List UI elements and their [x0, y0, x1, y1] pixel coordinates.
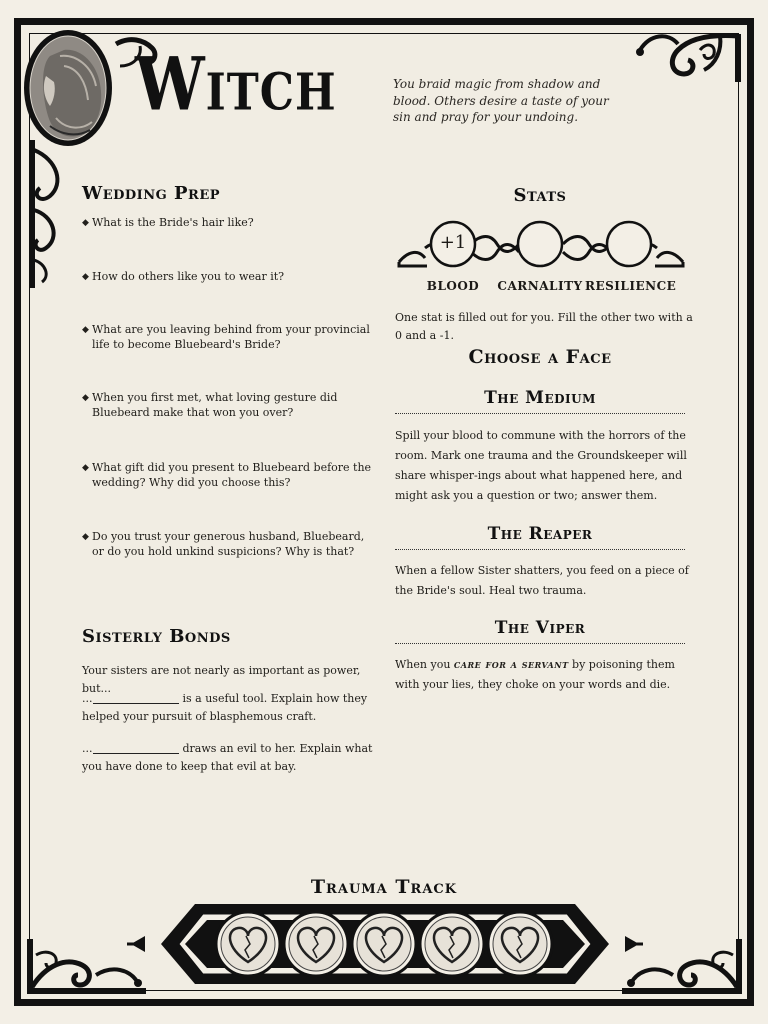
wedding-question: ◆ How do others like you to wear it?	[82, 270, 285, 283]
diamond-bullet-icon: ◆	[82, 393, 89, 403]
face-reaper-text: When a fellow Sister shatters, you feed on a piece of the Bride's soul. Heal two trauma.	[395, 564, 689, 597]
sisterly-bond-2: ... draws an evil to her. Explain what you have done to keep that evil at bay.	[82, 742, 373, 773]
character-sheet	[14, 18, 754, 1006]
trauma-hearts	[216, 912, 552, 976]
title-block	[135, 40, 337, 127]
carnality-stat-circle[interactable]	[518, 222, 562, 266]
move-name: care for a servant	[453, 658, 569, 671]
choose-face-heading: Choose a Face	[468, 346, 612, 368]
sisterly-bond-1: ... is a useful tool. Explain how they helped your pursuit of blasphemous craft.	[82, 692, 368, 723]
wedding-question: ◆ When you first met, what loving gesture did Bluebeard make that won you over?	[82, 391, 338, 419]
face-medium-text: Spill your blood to commune with the horrors of the room. Mark one trauma and the Groundskeeper will share whisper-ings about what happened here, and might ask you a question or two; answer them.	[395, 429, 687, 502]
sisterly-bonds-heading: Sisterly Bonds	[82, 626, 231, 647]
wedding-prep-heading: Wedding Prep	[82, 183, 221, 204]
corner-flourish-top-right	[620, 30, 742, 86]
trauma-track	[125, 898, 645, 994]
stat-label-carnality: CARNALITY	[497, 279, 583, 293]
diamond-bullet-icon: ◆	[82, 218, 89, 228]
face-viper-title: The Viper	[494, 618, 586, 638]
name-blank-line[interactable]	[93, 753, 179, 754]
face-divider	[395, 549, 685, 550]
face-divider	[395, 643, 685, 644]
page-title: Witch	[135, 40, 337, 127]
stats-note: One stat is filled out for you. Fill the other two with a 0 and a -1.	[395, 311, 693, 342]
diamond-bullet-icon: ◆	[82, 532, 89, 542]
wedding-question: ◆ What are you leaving behind from your provincial life to become Bluebeard's Bride?	[82, 323, 370, 351]
face-reaper-title: The Reaper	[487, 524, 593, 544]
blood-stat-value: +1	[439, 232, 467, 253]
left-vine-flourish	[24, 140, 74, 290]
face-medium-title: The Medium	[484, 388, 596, 408]
sisterly-bonds-intro: Your sisters are not nearly as important as power, but...	[82, 664, 361, 695]
stats-heading: Stats	[513, 185, 567, 206]
diamond-bullet-icon: ◆	[82, 463, 89, 473]
stat-label-blood: BLOOD	[426, 279, 480, 293]
playbook-tagline: You braid magic from shadow and blood. Others desire a taste of your sin and pray for your undoing.	[393, 77, 609, 124]
wedding-question: ◆ What gift did you present to Bluebeard before the wedding? Why did you choose this?	[82, 461, 372, 489]
trauma-track-heading: Trauma Track	[310, 876, 458, 898]
diamond-bullet-icon: ◆	[82, 325, 89, 335]
resilience-stat-circle[interactable]	[607, 222, 651, 266]
face-viper-text: When you care for a servant by poisoning them with your lies, they choke on your words and die.	[395, 658, 675, 691]
wedding-question: ◆ Do you trust your generous husband, Bluebeard, or do you hold unkind suspicions? Why is that?	[82, 530, 365, 558]
diamond-bullet-icon: ◆	[82, 272, 89, 282]
face-divider	[395, 413, 685, 414]
wedding-question: ◆ What is the Bride's hair like?	[82, 216, 254, 229]
inner-border	[29, 33, 739, 991]
name-blank-line[interactable]	[93, 703, 179, 704]
stat-label-resilience: RESILIENCE	[585, 279, 677, 293]
